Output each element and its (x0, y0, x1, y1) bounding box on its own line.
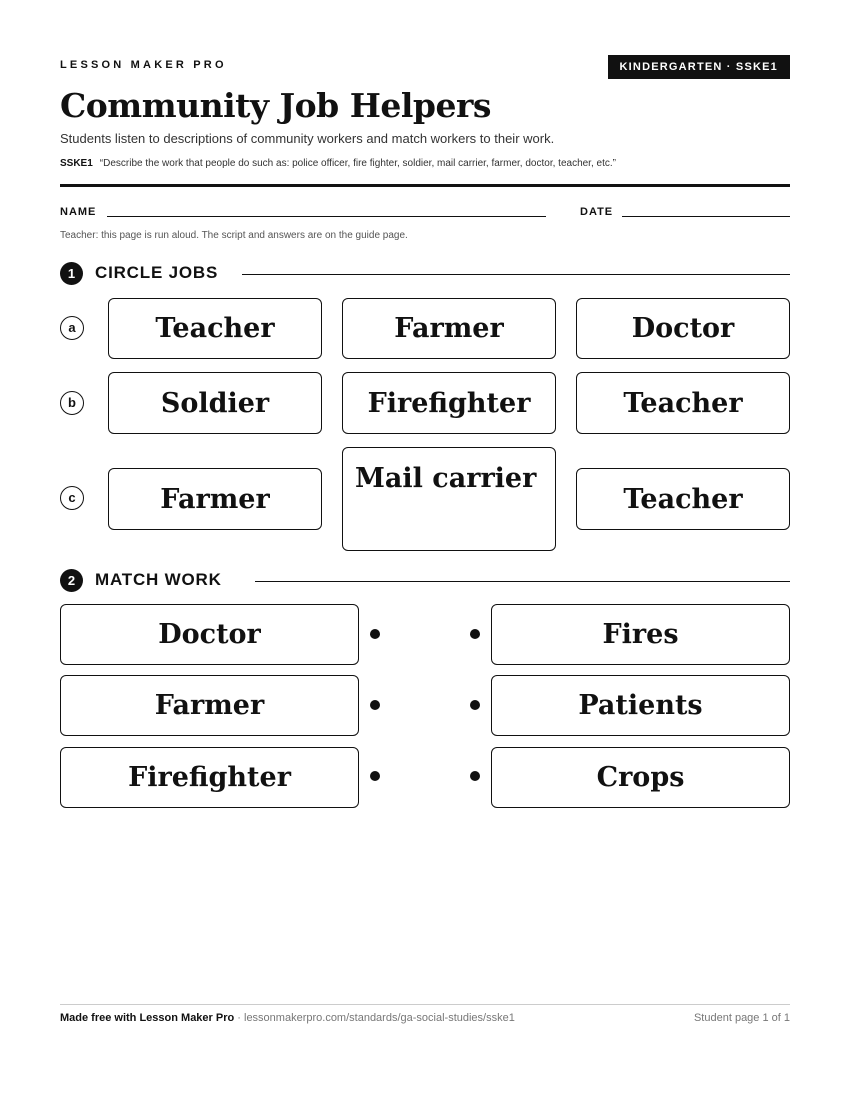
match-work-card[interactable]: Patients (491, 675, 790, 736)
job-option[interactable]: Soldier (108, 372, 322, 434)
footer-separator: · (234, 1012, 244, 1024)
row-letter: b (60, 391, 84, 415)
match-dot-left[interactable] (370, 700, 380, 710)
section-number: 1 (60, 262, 83, 285)
match-dot-left[interactable] (370, 629, 380, 639)
section-rule (242, 274, 790, 275)
header-divider (60, 184, 790, 187)
match-work-card[interactable]: Fires (491, 604, 790, 665)
match-work-card[interactable]: Crops (491, 747, 790, 808)
job-option[interactable]: Teacher (108, 298, 322, 359)
match-worker-card[interactable]: Farmer (60, 675, 359, 736)
match-dot-right[interactable] (470, 771, 480, 781)
section-match-work-header (60, 568, 790, 592)
match-worker-card[interactable]: Doctor (60, 604, 359, 665)
job-option[interactable]: Farmer (108, 468, 322, 530)
row-letter: a (60, 316, 84, 340)
job-option[interactable]: Teacher (576, 468, 790, 530)
match-worker-card[interactable]: Firefighter (60, 747, 359, 808)
section-number: 2 (60, 569, 83, 592)
date-label: DATE (580, 206, 614, 218)
standard-code: SSKE1 (60, 158, 93, 169)
job-option[interactable]: Mail carrier (342, 447, 556, 551)
section-title: MATCH WORK (95, 570, 222, 589)
page-subtitle: Students listen to descriptions of community workers and match workers to their work. (60, 131, 555, 146)
footer-credit (60, 1012, 515, 1024)
footer-divider (60, 1004, 790, 1005)
match-dot-left[interactable] (370, 771, 380, 781)
job-option[interactable]: Firefighter (342, 372, 556, 434)
footer-url[interactable]: lessonmakerpro.com/standards/ga-social-studies/sske1 (244, 1012, 515, 1024)
section-circle-jobs-header (60, 261, 790, 285)
name-field-line[interactable] (107, 216, 546, 217)
name-label: NAME (60, 206, 97, 218)
brand-name: LESSON MAKER PRO (60, 59, 227, 71)
page-title: Community Job Helpers (60, 86, 491, 125)
match-dot-right[interactable] (470, 629, 480, 639)
row-letter: c (60, 486, 84, 510)
footer-page-number: Student page 1 of 1 (693, 1012, 790, 1024)
section-title: CIRCLE JOBS (95, 263, 219, 282)
worksheet-page (60, 0, 790, 1100)
job-option[interactable]: Farmer (342, 298, 556, 359)
section-rule (255, 581, 790, 582)
grade-standard-badge: KINDERGARTEN · SSKE1 (608, 55, 790, 79)
job-option[interactable]: Doctor (576, 298, 790, 359)
teacher-note: Teacher: this page is run aloud. The script and answers are on the guide page. (60, 230, 408, 241)
standard-description (60, 158, 616, 169)
standard-text: “Describe the work that people do such as: police officer, fire fighter, soldier, mail carrier, farmer, doctor, teacher, etc.” (99, 158, 616, 169)
footer-made-with: Made free with Lesson Maker Pro (60, 1012, 235, 1024)
date-field-line[interactable] (622, 216, 790, 217)
job-option[interactable]: Teacher (576, 372, 790, 434)
match-dot-right[interactable] (470, 700, 480, 710)
